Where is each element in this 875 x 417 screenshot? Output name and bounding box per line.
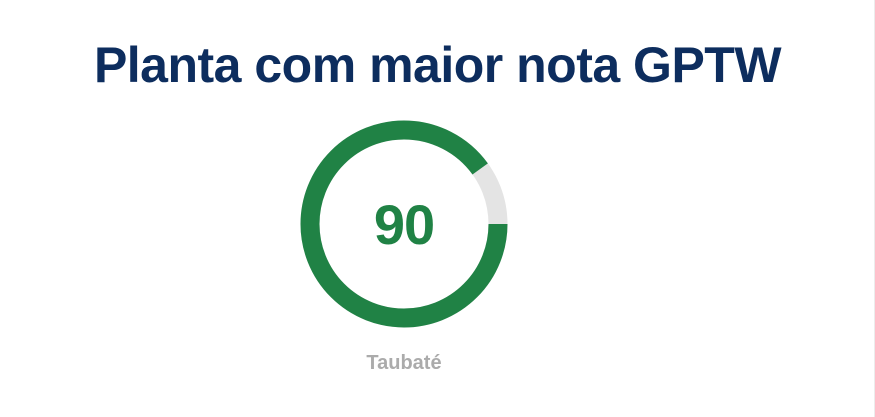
score-value: 90 bbox=[373, 192, 435, 256]
location-label: Taubaté bbox=[366, 352, 442, 374]
page-title: Planta com maior nota GPTW bbox=[93, 37, 782, 93]
